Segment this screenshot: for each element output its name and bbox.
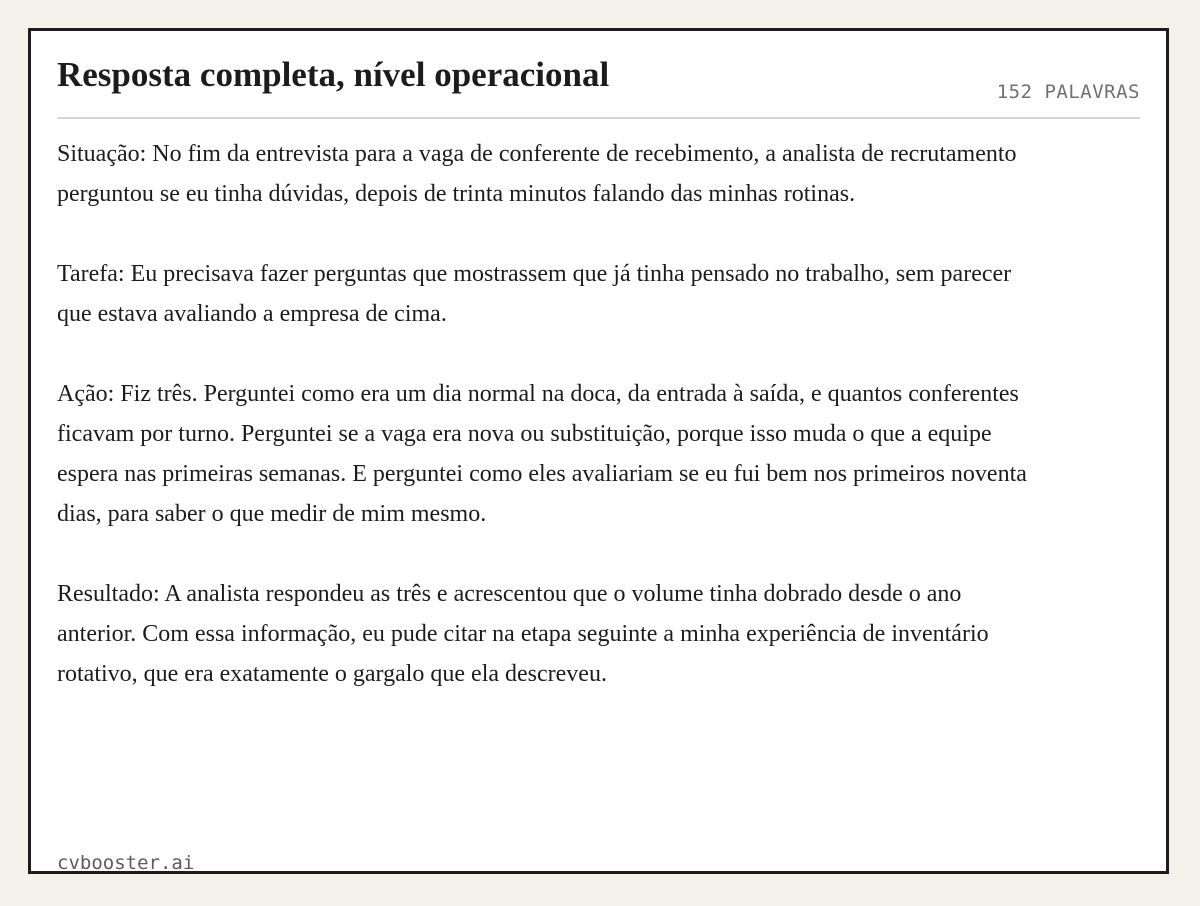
brand-footer: cvbooster.ai — [57, 852, 195, 874]
word-count: 152 PALAVRAS — [996, 81, 1140, 103]
answer-card — [28, 28, 1169, 874]
paragraph-acao: Ação: Fiz três. Perguntei como era um dia normal na doca, da entrada à saída, e quantos conferentes ficavam por turno. Perguntei se a vaga era nova ou substituição, porque isso muda o que a equipe espera nas primeiras semanas. E perguntei como eles avaliariam se eu fui bem nos primeiros noventa dias, para saber o que medir de mim mesmo. — [57, 381, 1027, 527]
answer-body — [57, 134, 1037, 734]
card-header — [57, 49, 1140, 119]
paragraph-tarefa: Tarefa: Eu precisava fazer perguntas que mostrassem que já tinha pensado no trabalho, sem parecer que estava avaliando a empresa de cima. — [57, 261, 1012, 327]
paragraph-resultado: Resultado: A analista respondeu as três e acrescentou que o volume tinha dobrado desde o ano anterior. Com essa informação, eu pude citar na etapa seguinte a minha experiência de inventário rotativo, que era exatamente o gargalo que ela descreveu. — [57, 581, 989, 687]
paragraph-situacao: Situação: No fim da entrevista para a vaga de conferente de recebimento, a analista de recrutamento perguntou se eu tinha dúvidas, depois de trinta minutos falando das minhas rotinas. — [57, 141, 1017, 207]
card-title: Resposta completa, nível operacional — [57, 55, 610, 94]
